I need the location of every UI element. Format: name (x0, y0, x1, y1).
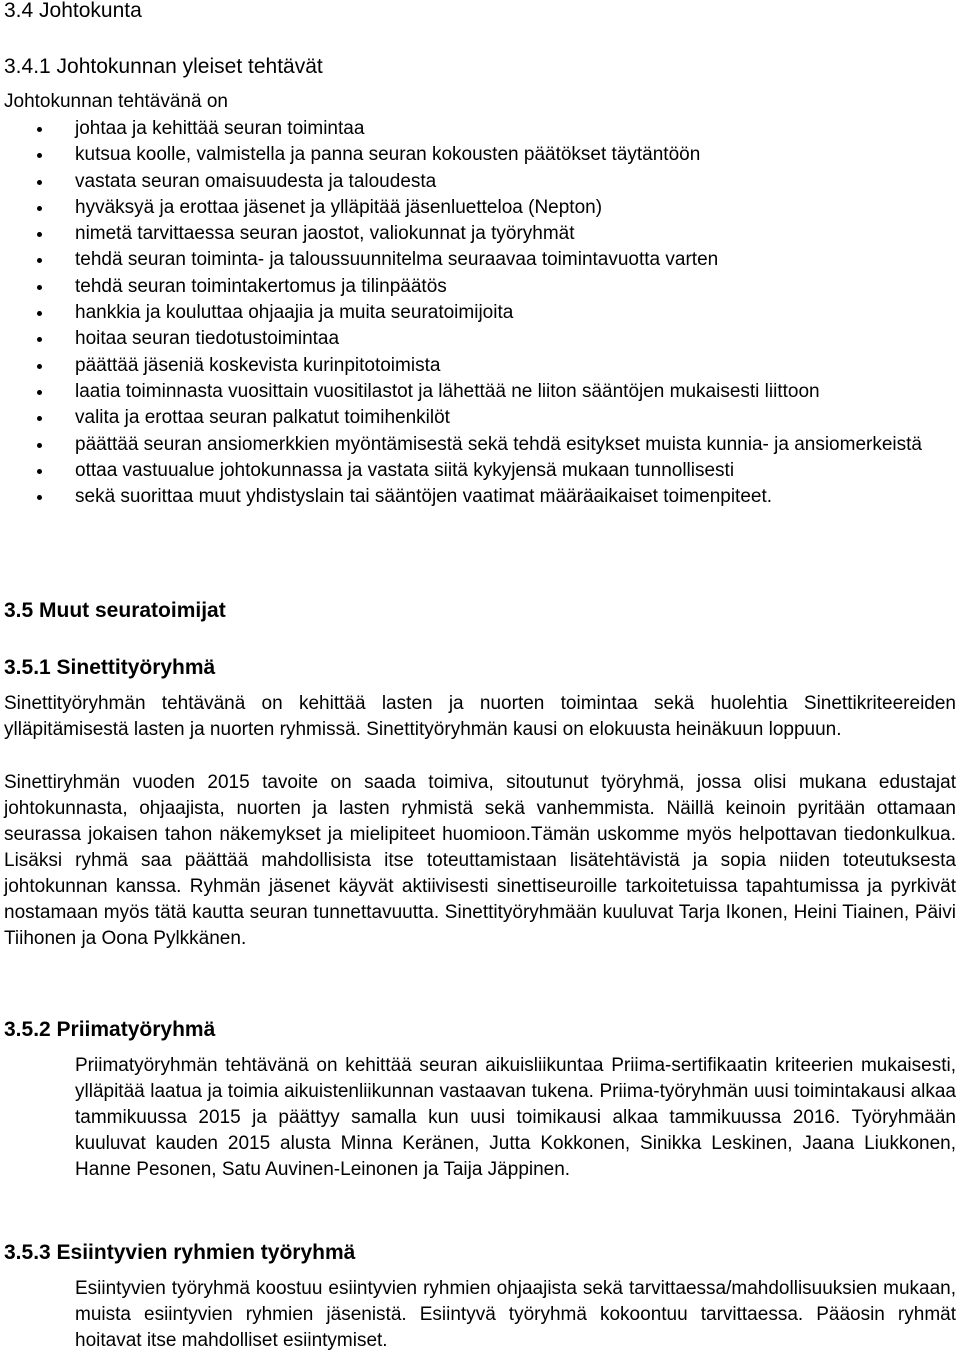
list-item: ottaa vastuualue johtokunnassa ja vastata siitä kykyjensä mukaan tunnollisesti (4, 458, 956, 484)
list-item: hoitaa seuran tiedotustoimintaa (4, 326, 956, 352)
list-item: hyväksyä ja erottaa jäsenet ja ylläpitää jäsenluetteloa (Nepton) (4, 195, 956, 221)
section-heading-johtokunta: 3.4 Johtokunta (4, 0, 142, 22)
list-item: sekä suorittaa muut yhdistyslain tai sääntöjen vaatimat määräaikaiset toimenpiteet. (4, 484, 956, 510)
subsection-heading-esiintyvien-ryhmien-tyoryhma: 3.5.3 Esiintyvien ryhmien työryhmä (4, 1241, 356, 1264)
list-item: päättää jäseniä koskevista kurinpitotoimista (4, 353, 956, 379)
duties-intro: Johtokunnan tehtävänä on (4, 91, 228, 112)
sinetti-paragraph-2: Sinettiryhmän vuoden 2015 tavoite on saada toimiva, sitoutunut työryhmä, jossa olisi mukana edustajat johtokunnasta, ohjaajista, nuorten ja lasten ryhmistä sekä vanhemmista. Näillä keinoin pyritään ottamaan seurassa jokaisen tahon näkemykset ja mielipiteet huomioon.Tämän uskomme myös helpottavan tiedonkulkua. Lisäksi ryhmä saa päättää mahdollisista itse toteuttamistaan lisätehtävistä ja sopia niiden toteutuksesta johtokunnan kanssa. Ryhmän jäsenet käyvät aktiivisesti sinettiseuroille tarkoitetuissa tapahtumissa ja pyrkivät nostamaan myös tätä kautta seuran tunnettavuutta. Sinettityöryhmään kuuluvat Tarja Ikonen, Heini Tiainen, Päivi Tiihonen ja Oona Pylkkänen. (4, 772, 956, 949)
list-item: tehdä seuran toiminta- ja taloussuunnitelma seuraavaa toimintavuotta varten (4, 247, 956, 273)
priima-paragraph: Priimatyöryhmän tehtävänä on kehittää seuran aikuisliikuntaa Priima-sertifikaatin kriteerien mukaisesti, ylläpitää laatua ja toimia aikuistenliikunnan vastaavan tukena. Priima-työryhmän uusi toimintakausi alkaa tammikuussa 2015 ja päättyy samalla kun uusi toimikausi alkaa tammikuussa 2016. Työryhmään kuuluvat kauden 2015 alusta Minna Keränen, Jutta Kokkonen, Sinikka Leskinen, Jaana Liukkonen, Hanne Pesonen, Satu Auvinen-Leinonen ja Taija Jäppinen. (75, 1055, 956, 1180)
subsection-heading-sinettityoryhma: 3.5.1 Sinettityöryhmä (4, 656, 216, 679)
section-heading-muut-seuratoimijat: 3.5 Muut seuratoimijat (4, 599, 226, 622)
duties-list (4, 116, 956, 510)
list-item: päättää seuran ansiomerkkien myöntämisestä sekä tehdä esitykset muista kunnia- ja ansiomerkeistä (4, 432, 956, 458)
sinetti-paragraph-1: Sinettityöryhmän tehtävänä on kehittää lasten ja nuorten toimintaa sekä huolehtia Sinettikriteereiden ylläpitämisestä lasten ja nuorten ryhmissä. Sinettityöryhmän kausi on elokuusta heinäkuun loppuun. (4, 693, 956, 740)
list-item: kutsua koolle, valmistella ja panna seuran kokousten päätökset täytäntöön (4, 142, 956, 168)
list-item: laatia toiminnasta vuosittain vuositilastot ja lähettää ne liiton sääntöjen mukaisesti liittoon (4, 379, 956, 405)
subsection-heading-priimatyoryhma: 3.5.2 Priimatyöryhmä (4, 1018, 216, 1041)
list-item: nimetä tarvittaessa seuran jaostot, valiokunnat ja työryhmät (4, 221, 956, 247)
list-item: tehdä seuran toimintakertomus ja tilinpäätös (4, 274, 956, 300)
list-item: vastata seuran omaisuudesta ja taloudesta (4, 169, 956, 195)
esiintyvien-paragraph: Esiintyvien työryhmä koostuu esiintyvien ryhmien ohjaajista sekä tarvittaessa/mahdollisuuksien mukaan, muista esiintyvien ryhmien jäsenistä. Esiintyvä työryhmä kokoontuu tarvittaessa. Pääosin ryhmät hoitavat itse mahdolliset esiintymiset. (75, 1278, 956, 1351)
list-item: johtaa ja kehittää seuran toimintaa (4, 116, 956, 142)
subsection-heading-yleiset-tehtavat: 3.4.1 Johtokunnan yleiset tehtävät (4, 55, 323, 78)
list-item: valita ja erottaa seuran palkatut toimihenkilöt (4, 405, 956, 431)
list-item: hankkia ja kouluttaa ohjaajia ja muita seuratoimijoita (4, 300, 956, 326)
